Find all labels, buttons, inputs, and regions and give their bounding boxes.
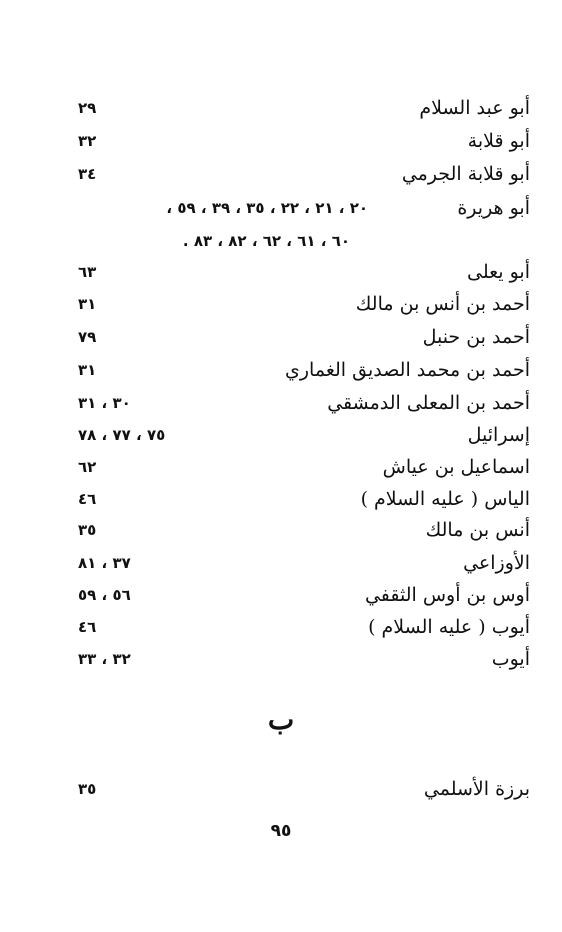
entry-name: الياس ( عليه السلام ) — [360, 488, 530, 510]
entry-pages: ٣١ — [78, 295, 97, 313]
entry-name: إسرائيل — [467, 424, 530, 446]
entry-name: أبو يعلى — [466, 261, 530, 283]
index-entry — [78, 483, 530, 515]
entry-pages: ٣١ — [78, 361, 97, 379]
entry-pages: ٣٥ — [78, 521, 97, 539]
entry-pages: ٤٦ — [78, 618, 97, 636]
entry-name: أبو قلابة — [467, 130, 530, 152]
index-entry — [78, 514, 530, 546]
index-entry — [78, 321, 530, 353]
entry-pages: ٧٥ ، ٧٧ ، ٧٨ — [78, 426, 166, 444]
index-entry — [78, 419, 530, 451]
entry-name: أيوب ( عليه السلام ) — [368, 616, 530, 638]
index-entry — [78, 354, 530, 386]
index-entry — [78, 387, 530, 419]
index-entry — [78, 611, 530, 643]
entry-name: أحمد بن محمد الصديق الغماري — [285, 359, 530, 381]
index-entry — [78, 92, 530, 124]
entry-name: الأوزاعي — [463, 552, 530, 574]
index-entry — [78, 288, 530, 320]
index-entry — [78, 579, 530, 611]
entry-name: أبو قلابة الجرمي — [401, 163, 530, 185]
entry-name: أنس بن مالك — [425, 519, 530, 541]
entry-name: أيوب — [491, 648, 530, 670]
index-entry — [78, 773, 530, 805]
entry-pages: ٥٦ ، ٥٩ — [78, 586, 131, 604]
section-letter-heading: ب — [267, 703, 295, 736]
entry-pages: ٢٩ — [78, 99, 97, 117]
entry-pages: ٣٠ ، ٣١ — [78, 394, 131, 412]
entry-pages: ٦٣ — [78, 263, 97, 281]
entry-name: أحمد بن حنبل — [422, 326, 530, 348]
index-entry — [78, 192, 530, 224]
entry-pages: ٣٢ — [78, 132, 97, 150]
entry-pages-continuation: ٦٠ ، ٦١ ، ٦٢ ، ٨٢ ، ٨٣ . — [182, 232, 350, 250]
entry-pages: ٤٦ — [78, 490, 97, 508]
entry-pages: ٢٠ ، ٢١ ، ٢٢ ، ٣٥ ، ٣٩ ، ٥٩ ، — [166, 199, 368, 217]
entry-name: أوس بن أوس الثقفي — [364, 584, 530, 606]
index-entry — [78, 547, 530, 579]
entry-name: أبو هريرة — [457, 197, 530, 219]
entry-name: اسماعيل بن عياش — [382, 456, 530, 478]
entry-name: أبو عبد السلام — [419, 97, 530, 119]
entry-pages: ٣٧ ، ٨١ — [78, 554, 131, 572]
page-number: ٩٥ — [270, 821, 292, 841]
entry-name: أحمد بن المعلى الدمشقي — [327, 392, 530, 414]
entry-pages: ٣٢ ، ٣٣ — [78, 650, 131, 668]
index-entry — [78, 158, 530, 190]
index-entry — [78, 451, 530, 483]
entry-name: برزة الأسلمي — [423, 778, 530, 800]
entry-pages: ٧٩ — [78, 328, 97, 346]
entry-pages: ٦٢ — [78, 458, 97, 476]
entry-pages: ٣٥ — [78, 780, 97, 798]
entry-pages: ٣٤ — [78, 165, 97, 183]
index-entry — [78, 125, 530, 157]
entry-name: أحمد بن أنس بن مالك — [355, 293, 530, 315]
index-entry — [78, 643, 530, 675]
index-entry — [78, 256, 530, 288]
